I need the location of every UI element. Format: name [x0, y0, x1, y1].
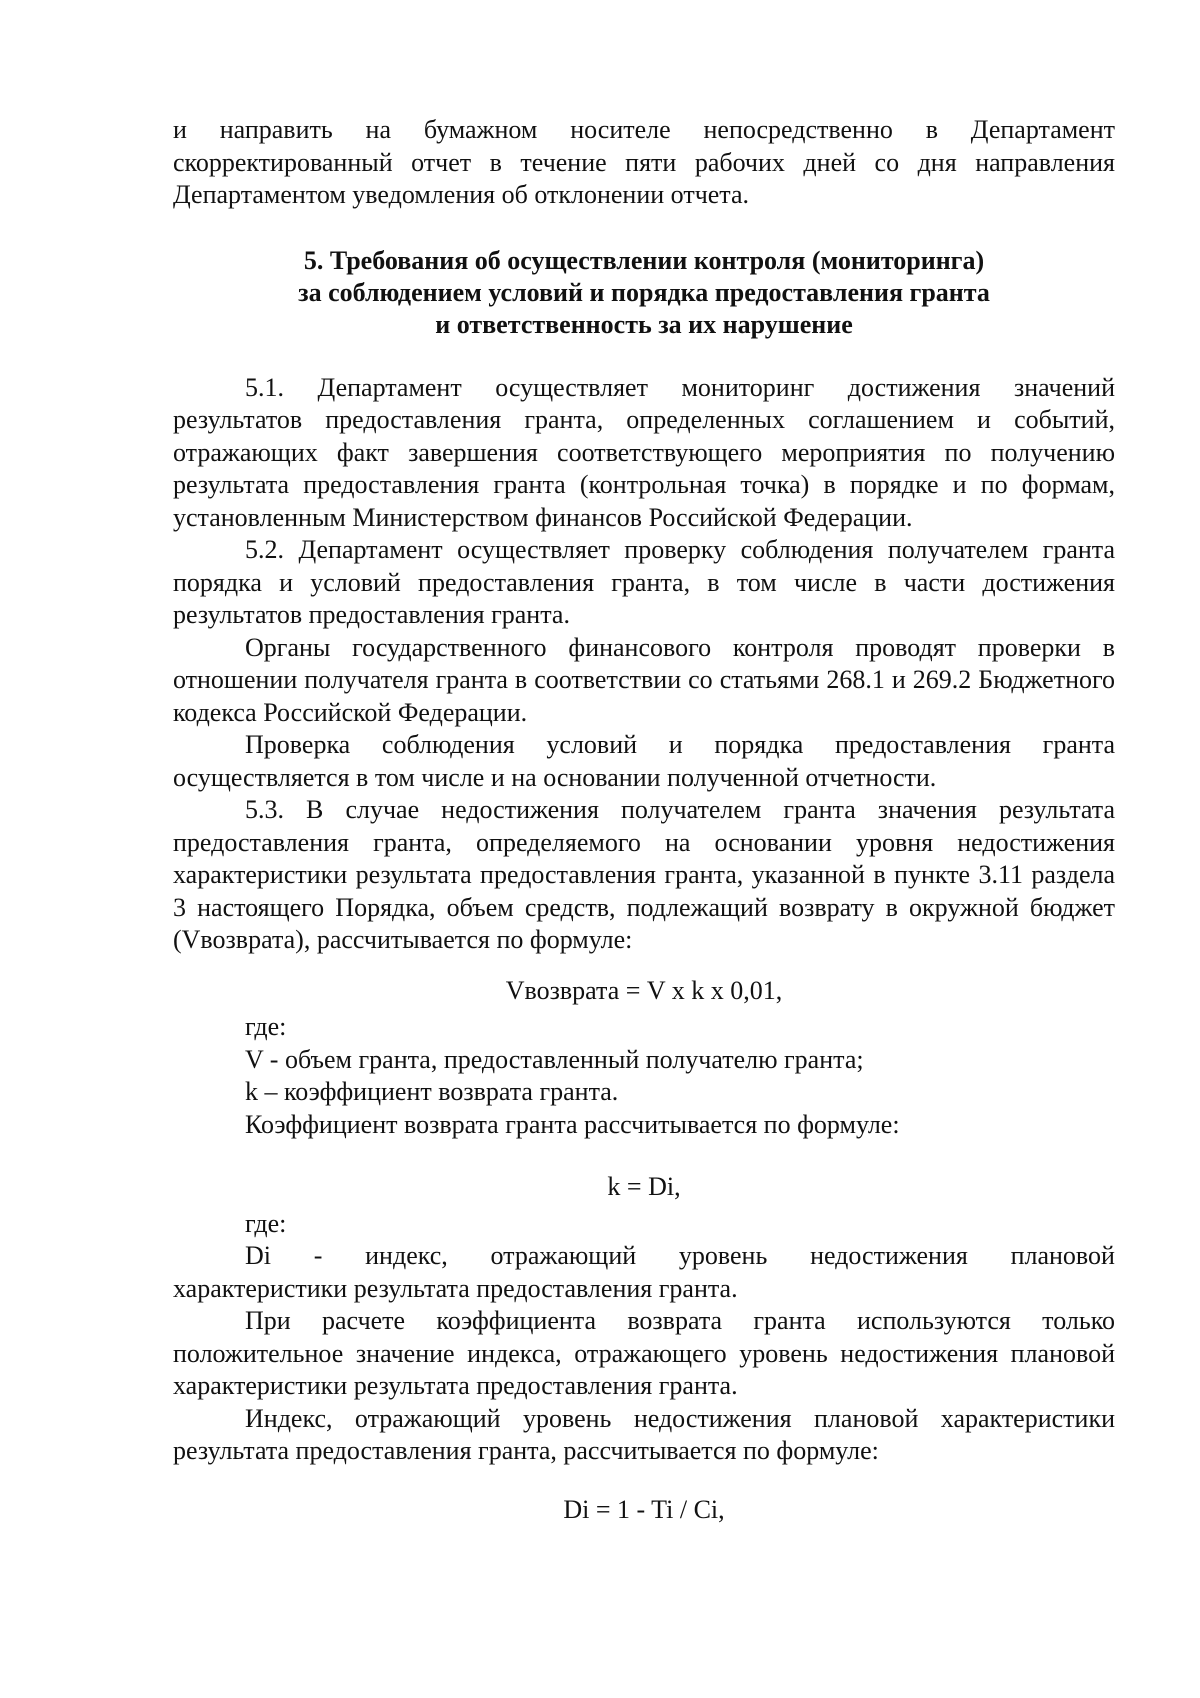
document-page: [173, 114, 1115, 1526]
k-formula-intro: Коэффициент возврата гранта рассчитывается по формуле:: [245, 1109, 900, 1139]
di-word: Di: [245, 1241, 271, 1270]
paragraph-5-1: 5.1. Департамент осуществляет мониторинг достижения значений результатов предоставления гранта, определенных соглашением и событий, отражающих факт завершения соответствующего мероприятия по получению результата предоставления гранта (контрольная точка) в порядке и по формам, установленным Министерством финансов Российской Федерации.: [173, 372, 1115, 532]
di-word: недостижения: [810, 1241, 968, 1270]
where-label-1: где:: [245, 1012, 287, 1041]
paragraph-positive-index: При расчете коэффициента возврата гранта используются только положительное значение индекса, отражающего уровень недостижения плановой характеристики результата предоставления гранта.: [173, 1306, 1115, 1400]
di-word: отражающий: [490, 1241, 637, 1270]
di-word: индекс,: [365, 1241, 448, 1270]
paragraph-5-2: 5.2. Департамент осуществляет проверку соблюдения получателем гранта порядка и условий предоставления гранта, в том числе в части достижения результатов предоставления гранта.: [173, 535, 1115, 629]
definition-di-continuation: характеристики результата предоставления гранта.: [173, 1273, 738, 1303]
di-word: уровень: [678, 1241, 768, 1270]
section-heading-line-2: за соблюдением условий и порядка предоставления гранта: [298, 277, 990, 307]
paragraph-5-3: 5.3. В случае недостижения получателем гранта значения результата предоставления гранта, определяемого на основании уровня недостижения характеристики результата предоставления гранта, указанной в пункте 3.11 раздела 3 настоящего Порядка, объем средств, подлежащий возврату в окружной бюджет (Vвозврата), рассчитывается по формуле:: [173, 795, 1115, 954]
definition-k: k – коэффициент возврата гранта.: [245, 1077, 619, 1106]
definition-v: V - объем гранта, предоставленный получателю гранта;: [245, 1044, 864, 1074]
paragraph-index-formula-intro: Индекс, отражающий уровень недостижения плановой характеристики результата предоставления гранта, рассчитывается по формуле:: [173, 1403, 1115, 1465]
di-word: плановой: [1010, 1241, 1115, 1270]
section-heading: [173, 245, 1115, 341]
formula-k: k = Di,: [607, 1172, 681, 1201]
section-heading-line-1: 5. Требования об осуществлении контроля (мониторинга): [303, 245, 985, 275]
paragraph-control-organs: Органы государственного финансового контроля проводят проверки в отношении получателя гранта в соответствии со статьями 268.1 и 269.2 Бюджетного кодекса Российской Федерации.: [173, 632, 1115, 727]
di-word: -: [313, 1241, 323, 1270]
intro-paragraph: и направить на бумажном носителе непосредственно в Департамент скорректированный отчет в течение пяти рабочих дней со дня направления Департаментом уведомления об отклонении отчета.: [173, 115, 1115, 209]
where-label-2: где:: [245, 1208, 287, 1238]
paragraph-check: Проверка соблюдения условий и порядка предоставления гранта осуществляется в том числе и на основании полученной отчетности.: [173, 730, 1115, 792]
formula-di: Di = 1 - Ti / Ci,: [563, 1494, 725, 1524]
definition-di-first-line: [173, 1240, 1115, 1273]
formula-v-return: Vвозврата = V x k x 0,01,: [505, 975, 783, 1005]
section-heading-line-3: и ответственность за их нарушение: [435, 309, 853, 339]
